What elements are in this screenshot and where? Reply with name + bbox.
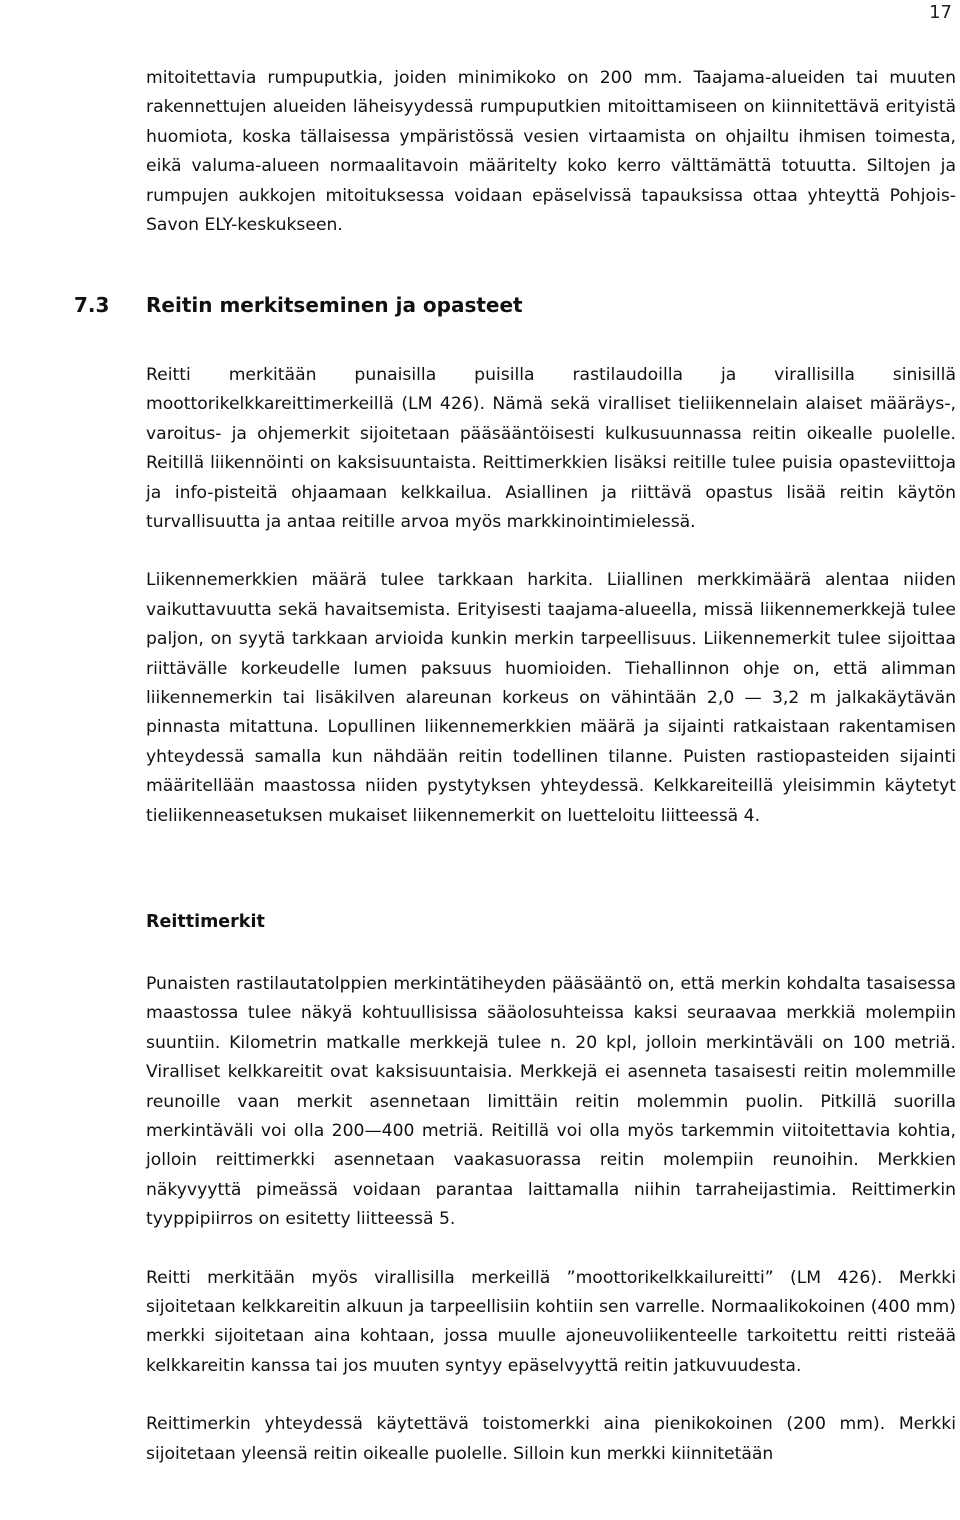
paragraph-official-signs: Reitti merkitään myös virallisilla merkeillä ”moottorikelkkailureitti” (LM 426). Merkki sijoitetaan kelkkareitin alkuun ja tarpeellisiin kohtiin sen varrelle. Normaalikokoinen (400 mm) merkki sijoitetaan aina kohtaan, jossa muulle ajoneuvoliikenteelle tarkoitettu reitti risteää kelkkareitin kanssa tai jos muuten syntyy epäselvyyttä reitin jatkuvuudesta. bbox=[146, 1267, 956, 1376]
subsection bbox=[146, 912, 956, 932]
paragraph-repeat-sign: Reittimerkin yhteydessä käytettävä toistomerkki aina pienikokoinen (200 mm). Merkki sijoitetaan yleensä reitin oikealle puolelle. Silloin kun merkki kiinnitetään bbox=[146, 1414, 956, 1464]
intro-paragraph: mitoitettavia rumpuputkia, joiden minimikoko on 200 mm. Taajama-alueiden tai muuten rakennettujen alueiden läheisyydessä rumpuputkien mitoittamiseen on kiinnitettävä erityistä huomiota, koska tällaisessa ympäristössä vesien virtaamista on ohjailtu ihmisen toimesta, eikä valuma-alueen normaalitavoin määritelty koko kerro välttämättä totuutta. Siltojen ja rumpujen aukkojen mitoituksessa voidaan epäselvissä tapauksissa ottaa yhteyttä Pohjois-Savon ELY-keskukseen. bbox=[146, 68, 956, 236]
section-title: Reitin merkitseminen ja opasteet bbox=[146, 293, 523, 317]
section-number: 7.3 bbox=[74, 293, 110, 317]
subsection-body bbox=[146, 970, 956, 1469]
section-heading bbox=[74, 293, 523, 317]
page-body bbox=[146, 64, 956, 240]
subsection-title: Reittimerkit bbox=[146, 912, 265, 932]
paragraph-marking: Reitti merkitään punaisilla puisilla rastilaudoilla ja virallisilla sinisillä moottorikelkkareittimerkeillä (LM 426). Nämä sekä viralliset tieliikennelain alaiset määräys-, varoitus- ja ohjemerkit sijoitetaan pääsääntöisesti kulkusuunnassa reitin oikealle puolelle. Reitillä liikennöinti on kaksisuuntaista. Reittimerkkien lisäksi reitille tulee puisia opasteviittoja ja info-pisteitä ohjaamaan kelkkailua. Asiallinen ja riittävä opastus lisää reitin käytön turvallisuutta ja antaa reitille arvoa myös markkinointimielessä. bbox=[146, 365, 956, 533]
page-number: 17 bbox=[929, 2, 952, 23]
section-body bbox=[146, 361, 956, 831]
paragraph-traffic-signs: Liikennemerkkien määrä tulee tarkkaan harkita. Liiallinen merkkimäärä alentaa niiden vaikuttavuutta sekä havaitsemista. Erityisesti taajama-alueella, missä liikennemerkkejä tulee paljon, on syytä tarkkaan arvioida kunkin merkin tarpeellisuus. Liikennemerkit tulee sijoittaa riittävälle korkeudelle lumen paksuus huomioiden. Tiehallinnon ohje on, että alimman liikennemerkin tai lisäkilven alareunan korkeus on vähintään 2,0 — 3,2 m jalkakäytävän pinnasta mitattuna. Lopullinen liikennemerkkien määrä ja sijainti ratkaistaan rakentamisen yhteydessä samalla kun nähdään reitin todellinen tilanne. Puisten rastiopasteiden sijainti määritellään maastossa niiden pystytyksen yhteydessä. Kelkkareiteillä yleisimmin käytetyt tieliikenneasetuksen mukaiset liikennemerkit on luetteloitu liitteessä 4. bbox=[146, 570, 956, 826]
paragraph-route-markers: Punaisten rastilautatolppien merkintätiheyden pääsääntö on, että merkin kohdalta tasaisessa maastossa tulee näkyä kohtuullisissa sääolosuhteissa kaksi seuraavaa merkkiä molempiin suuntiin. Kilometrin matkalle merkkejä tulee n. 20 kpl, jolloin merkintäväli on 100 metriä. Viralliset kelkkareitit ovat kaksisuuntaisia. Merkkejä ei asenneta tasaisesti reitin molemmille reunoille vaan merkit asennetaan limittäin reitin molemmin puolin. Pitkillä suorilla merkintäväli voi olla 200—400 metriä. Reitillä voi olla myös tarkemmin viitoitettavia kohtia, jolloin reittimerkki asennetaan vaakasuorassa reitin molempiin reunoihin. Merkkien näkyvyyttä pimeässä voidaan parantaa laittamalla niihin tarraheijastimia. Reittimerkin tyyppipiirros on esitetty liitteessä 5. bbox=[146, 974, 956, 1230]
